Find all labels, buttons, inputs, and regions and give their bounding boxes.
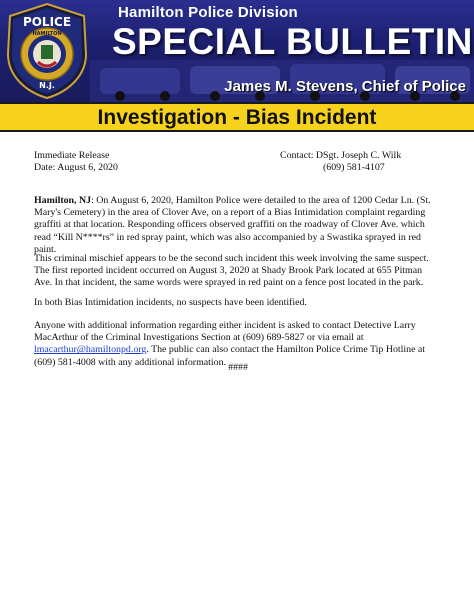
contact-request-text-end: . The public can also contact the Hamilton Police Crime Tip Hotline at (609) 581-4008 with any additional information.: [34, 344, 426, 368]
badge-ring-text: HAMILTON: [32, 31, 62, 37]
contact-name: Contact: DSgt. Joseph C. Wilk: [280, 150, 402, 161]
contact-info: [280, 150, 401, 174]
release-type: Immediate Release: [34, 150, 110, 161]
police-badge-logo: [4, 2, 90, 100]
title-bar: [0, 102, 474, 132]
division-name: Hamilton Police Division: [118, 4, 298, 21]
contact-phone: (609) 581-4107: [323, 162, 385, 174]
press-release-body: [34, 150, 442, 373]
bulletin-heading: SPECIAL BULLETIN: [112, 21, 473, 62]
paragraph-incident: [34, 195, 442, 256]
release-info: [34, 150, 118, 174]
badge-bottom-text: N.J.: [39, 81, 55, 90]
release-date: Date: August 6, 2020: [34, 162, 118, 174]
badge-top-text: POLICE: [22, 15, 72, 29]
contact-request-text: Anyone with additional information regarding either incident is asked to contact Detective Larry MacArthur of the Criminal Investigations Section at (609) 689-5827 or via email at: [34, 320, 416, 344]
end-mark: ####: [228, 362, 248, 373]
paragraph-incident-text: : On August 6, 2020, Hamilton Police were detailed to the area of 1200 Cedar Ln. (St. Mary's Cemetery) in the area of Clover Ave, on a report of a Bias Intimidation complaint regarding graffiti at that location. Responding officers observed graffiti on the roadway of Clover Ave. which read “Kill N****rs” in red spray paint, which was also accompanied by a Swastika sprayed in red paint.: [34, 195, 431, 255]
paragraph-second-incident: This criminal mischief appears to be the second such incident this week involving the same suspect. The first reported incident occurred on August 3, 2020 at Shady Brook Park located at 655 Pitman Ave. In that incident, the same words were sprayed in red paint on a fence post located in the park.: [34, 253, 429, 289]
email-link[interactable]: lmacarthur@hamiltonpd.org: [34, 344, 147, 356]
chief-name: James M. Stevens, Chief of Police: [224, 78, 466, 95]
release-meta: [34, 150, 442, 180]
header-banner: [0, 0, 474, 102]
page-title: Investigation - Bias Incident: [97, 106, 377, 129]
paragraph-no-suspects: In both Bias Intimidation incidents, no suspects have been identified.: [34, 297, 307, 308]
dateline: Hamilton, NJ: [34, 195, 92, 206]
